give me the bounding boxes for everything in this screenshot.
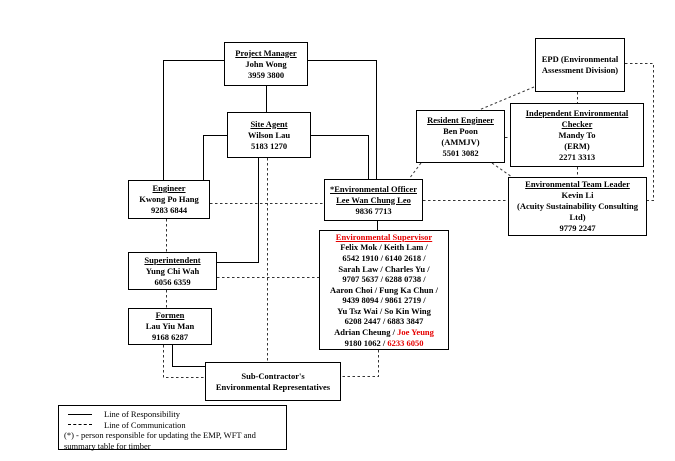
project-manager-title: Project Manager <box>235 47 297 58</box>
subcontractor-line1: Sub-Contractor's <box>241 370 305 381</box>
site-agent-phone: 5183 1270 <box>250 140 288 151</box>
formen-phone: 9168 6287 <box>151 332 189 342</box>
line-siteagent-to-superintendent <box>217 158 259 263</box>
environmental-officer-title: *Environmental Officer <box>330 183 417 194</box>
superintendent-title: Superintendent <box>144 254 201 265</box>
project-manager-box <box>224 42 308 86</box>
line-pm-to-eo <box>308 61 377 180</box>
supervisor-row: Aaron Choi / Fung Ka Chun / <box>329 284 438 295</box>
formen-box <box>128 308 212 345</box>
engineer-name: Kwong Po Hang <box>139 194 199 204</box>
solid-line-swatch-icon <box>68 414 92 415</box>
subcontractor-box <box>205 362 341 401</box>
supervisor-row: Sarah Law / Charles Yu / <box>338 263 430 274</box>
iec-phone: 2271 3313 <box>558 151 596 162</box>
supervisor-row: Felix Mok / Keith Lam / <box>340 242 428 253</box>
environmental-officer-phone: 9836 7713 <box>355 205 392 216</box>
etl-name: Kevin Li <box>561 190 594 200</box>
epd-line2: Assessment Division) <box>541 65 619 75</box>
independent-environmental-checker-box <box>510 103 644 167</box>
site-agent-name: Wilson Lau <box>247 129 291 140</box>
line-siteagent-to-eo <box>311 136 369 180</box>
iec-title-line1: Independent Environmental <box>525 107 629 118</box>
etl-title: Environmental Team Leader <box>525 179 630 189</box>
environmental-team-leader-box <box>508 177 647 236</box>
comm-re-to-eo <box>409 163 421 179</box>
resident-engineer-phone: 5501 3082 <box>442 147 479 158</box>
iec-org: (ERM) <box>564 140 590 151</box>
comm-re-to-etl <box>492 163 512 177</box>
legend-communication-row <box>64 420 281 431</box>
supervisor-row-black: Adrian Cheung / <box>334 327 398 338</box>
etl-org-line1: (Acuity Sustainability Consulting <box>517 201 638 211</box>
environmental-supervisor-title: Environmental Supervisor <box>335 231 433 242</box>
formen-title: Formen <box>155 310 185 320</box>
superintendent-name: Yung Chi Wah <box>145 265 200 276</box>
legend-communication-label: Line of Communication <box>104 419 186 430</box>
engineer-phone: 9283 6844 <box>150 205 188 215</box>
resident-engineer-box <box>416 110 505 163</box>
engineer-box <box>128 180 210 219</box>
line-pm-to-engineer <box>164 61 225 181</box>
etl-org-line2: Ltd) <box>569 212 586 222</box>
legend-responsibility-row <box>64 409 281 420</box>
supervisor-row-red: 6233 6050 <box>387 337 424 348</box>
supervisor-row-mixed <box>345 338 424 349</box>
line-formen-to-subcontractor <box>173 345 206 367</box>
supervisor-row: 9439 8094 / 9861 2719 / <box>342 295 426 306</box>
legend-responsibility-label: Line of Responsibility <box>104 409 181 419</box>
supervisor-row: 9707 5637 / 6288 0738 / <box>342 274 426 285</box>
iec-name: Mandy To <box>558 129 596 140</box>
etl-phone: 9779 2247 <box>559 223 596 233</box>
resident-engineer-org: (AMMJV) <box>441 136 480 147</box>
resident-engineer-title: Resident Engineer <box>427 114 494 125</box>
dashed-line-swatch-icon <box>68 424 92 425</box>
supervisor-row: 6542 1910 / 6140 2618 / <box>342 252 426 263</box>
comm-formen-to-subcontractor <box>164 345 206 378</box>
engineer-title: Engineer <box>152 183 186 193</box>
resident-engineer-name: Ben Poon <box>443 125 478 136</box>
supervisor-row: Yu Tsz Wai / So Kin Wing <box>337 305 431 316</box>
environmental-officer-name: Lee Wan Chung Leo <box>336 194 411 205</box>
environmental-supervisor-box <box>319 230 449 350</box>
supervisor-row-black: 9180 1062 / <box>344 337 388 348</box>
line-siteagent-to-engineer <box>204 136 228 181</box>
comm-supervisor-to-subcontractor <box>341 350 379 377</box>
supervisor-row: 6208 2447 / 6883 3847 <box>344 316 424 327</box>
superintendent-box <box>128 252 217 290</box>
project-manager-phone: 3959 3800 <box>247 69 285 80</box>
legend-note-line1: (*) - person responsible for updating the EMP, WFT and <box>64 430 256 440</box>
supervisor-row-red: Joe Yeung <box>397 327 434 338</box>
project-manager-name: John Wong <box>245 58 287 69</box>
formen-name: Lau Yiu Man <box>145 321 195 331</box>
superintendent-phone: 6056 6359 <box>154 276 191 287</box>
site-agent-box <box>227 112 311 158</box>
epd-line1: EPD (Environmental <box>541 54 619 64</box>
subcontractor-line2: Environmental Representatives <box>215 381 331 392</box>
supervisor-row-mixed <box>334 327 434 338</box>
environmental-officer-box <box>324 179 423 221</box>
legend-note-line2: summary table for timber <box>64 440 151 451</box>
legend-box <box>58 405 287 450</box>
epd-box <box>535 38 625 92</box>
site-agent-title: Site Agent <box>250 118 288 129</box>
iec-title-line2: Checker <box>561 118 593 129</box>
